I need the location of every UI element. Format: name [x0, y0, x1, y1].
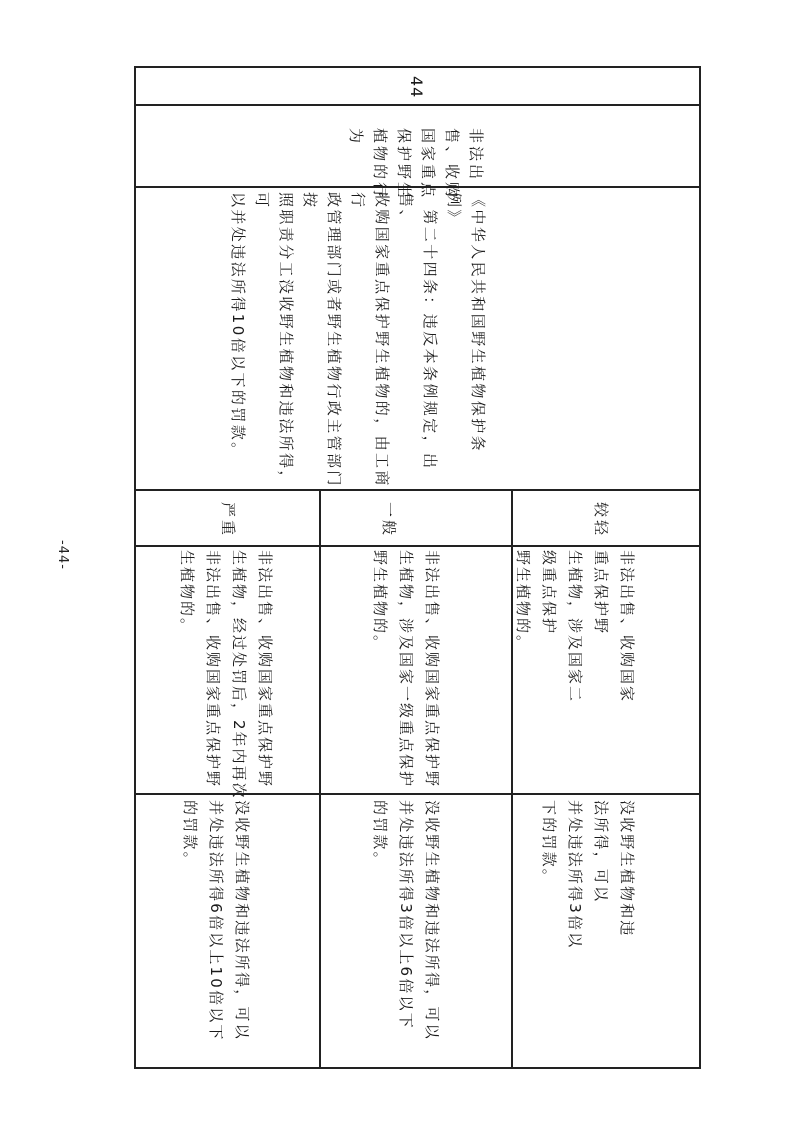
table-border-bottom [134, 1067, 701, 1069]
table-border-right [699, 66, 701, 1069]
grade-level-light: 较轻 [592, 502, 610, 539]
grade-penalty-serious: 没收野生植物和违法所得，可以 并处违法所得6倍以上10倍以下 的罚款。 [181, 800, 251, 1042]
table-border-top [134, 66, 701, 68]
grade-penalty-normal: 没收野生植物和违法所得，可以 并处违法所得3倍以上6倍以下 的罚款。 [371, 800, 441, 1041]
column-divider-number [134, 104, 701, 106]
grade-level-serious: 严重 [219, 502, 237, 539]
table-border-left [134, 66, 136, 1069]
legal-basis: 《中华人民共和国野生植物保护条 例》 第二十四条：违反本条例规定，出售、 收购国家重点保护野生植物的，由工商行 政管理部门或者野生植物行政主管部门按 照职责分工没收野生植物和违法所得，可 以并处违法所得10倍以下的罚款。 [229, 192, 487, 488]
grade-penalty-light: 没收野生植物和违法所得，可以 并处违法所得3倍以下的罚款。 [540, 800, 636, 950]
grade-circumstance-light: 非法出售、收购国家重点保护野 生植物，涉及国家二级重点保护 野生植物的。 [514, 550, 636, 704]
column-divider-level [134, 545, 701, 547]
grade-circumstance-serious: 非法出售、收购国家重点保护野 生植物，经过处罚后，2年内再次 非法出售、收购国家重点保护野 生植物的。 [178, 550, 274, 800]
grade-divider-1 [319, 489, 321, 1069]
grade-level-normal: 一般 [380, 502, 398, 539]
grade-circumstance-normal: 非法出售、收购国家重点保护野 生植物，涉及国家一级重点保护 野生植物的。 [371, 550, 441, 789]
violation-description: 非法出 售、收购 国家重点 保护野生 植物的行 为 [347, 128, 485, 201]
page-number: -44- [55, 540, 70, 570]
row-number: 44 [407, 76, 426, 99]
